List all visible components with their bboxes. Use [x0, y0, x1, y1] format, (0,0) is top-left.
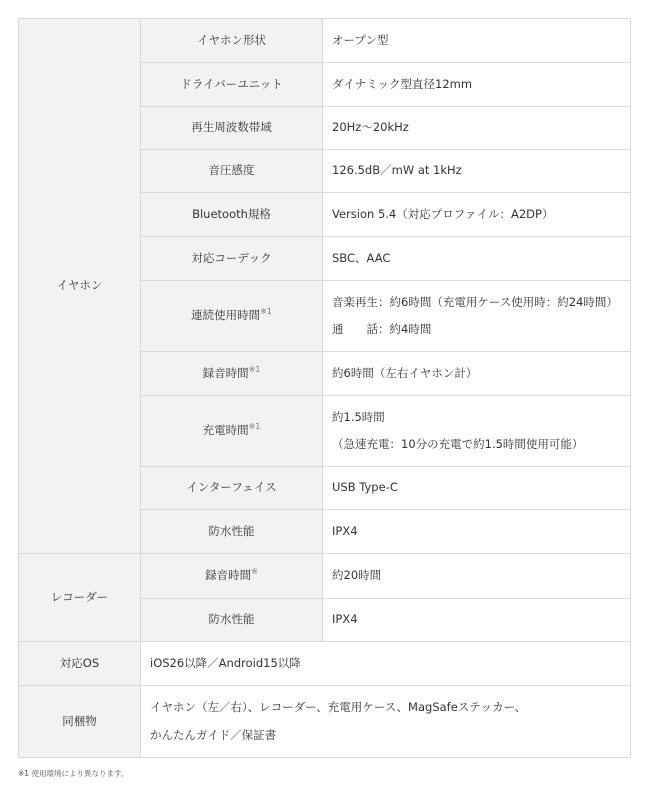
row-value: オープン型 [323, 19, 631, 63]
footnote-mark: ※1 [248, 422, 261, 432]
category-recorder: レコーダー [19, 554, 141, 642]
row-label: 防水性能 [141, 510, 323, 554]
row-value: USB Type-C [323, 467, 631, 510]
row-value: IPX4 [323, 510, 631, 554]
row-label: 録音時間※ [141, 554, 323, 599]
row-value: 約1.5時間 （急速充電：10分の充電で約1.5時間使用可能） [323, 396, 631, 467]
row-value: 20Hz〜20kHz [323, 107, 631, 150]
row-value: 約6時間（左右イヤホン計） [323, 352, 631, 396]
row-label: インターフェイス [141, 467, 323, 510]
spec-row [19, 19, 631, 63]
category-earphone: イヤホン [19, 19, 141, 554]
row-label: イヤホン形状 [141, 19, 323, 63]
spec-row [19, 554, 631, 599]
row-label: 再生周波数帯域 [141, 107, 323, 150]
row-label: 録音時間$^{※1}$ [141, 352, 323, 396]
footnote-mark: ※1 [248, 365, 261, 375]
spec-table [18, 18, 631, 758]
footnote-mark: ※ [251, 567, 258, 577]
os-value: iOS26以降／Android15以降 [141, 642, 631, 686]
row-value: 約20時間 [323, 554, 631, 599]
category-os: 対応OS [19, 642, 141, 686]
row-label: 連続使用時間$^{※1}$ [141, 281, 323, 352]
row-label: 充電時間$^{※1}$ [141, 396, 323, 467]
row-value: 126.5dB／mW at 1kHz [323, 150, 631, 193]
category-bundle: 同梱物 [19, 686, 141, 758]
bundle-value: イヤホン（左／右）、レコーダー、充電用ケース、MagSafeステッカー、 かんたんガイド／保証書 [141, 686, 631, 758]
footnote: ※1 使用環境により異なります。 [18, 769, 129, 778]
row-value: Version 5.4（対応プロファイル：A2DP） [323, 193, 631, 237]
spec-row [19, 686, 631, 758]
row-label: ドライバーユニット [141, 63, 323, 107]
row-value: IPX4 [323, 599, 631, 642]
footnote-mark: ※1 [260, 307, 272, 317]
spec-row [19, 642, 631, 686]
row-label: 音圧感度 [141, 150, 323, 193]
row-value: ダイナミック型直径12mm [323, 63, 631, 107]
row-value: SBC、AAC [323, 237, 631, 281]
row-label: 対応コーデック [141, 237, 323, 281]
row-label: 防水性能 [141, 599, 323, 642]
row-value: 音楽再生：約6時間（充電用ケース使用時：約24時間） 通 話：約4時間 [323, 281, 631, 352]
row-label: Bluetooth規格 [141, 193, 323, 237]
